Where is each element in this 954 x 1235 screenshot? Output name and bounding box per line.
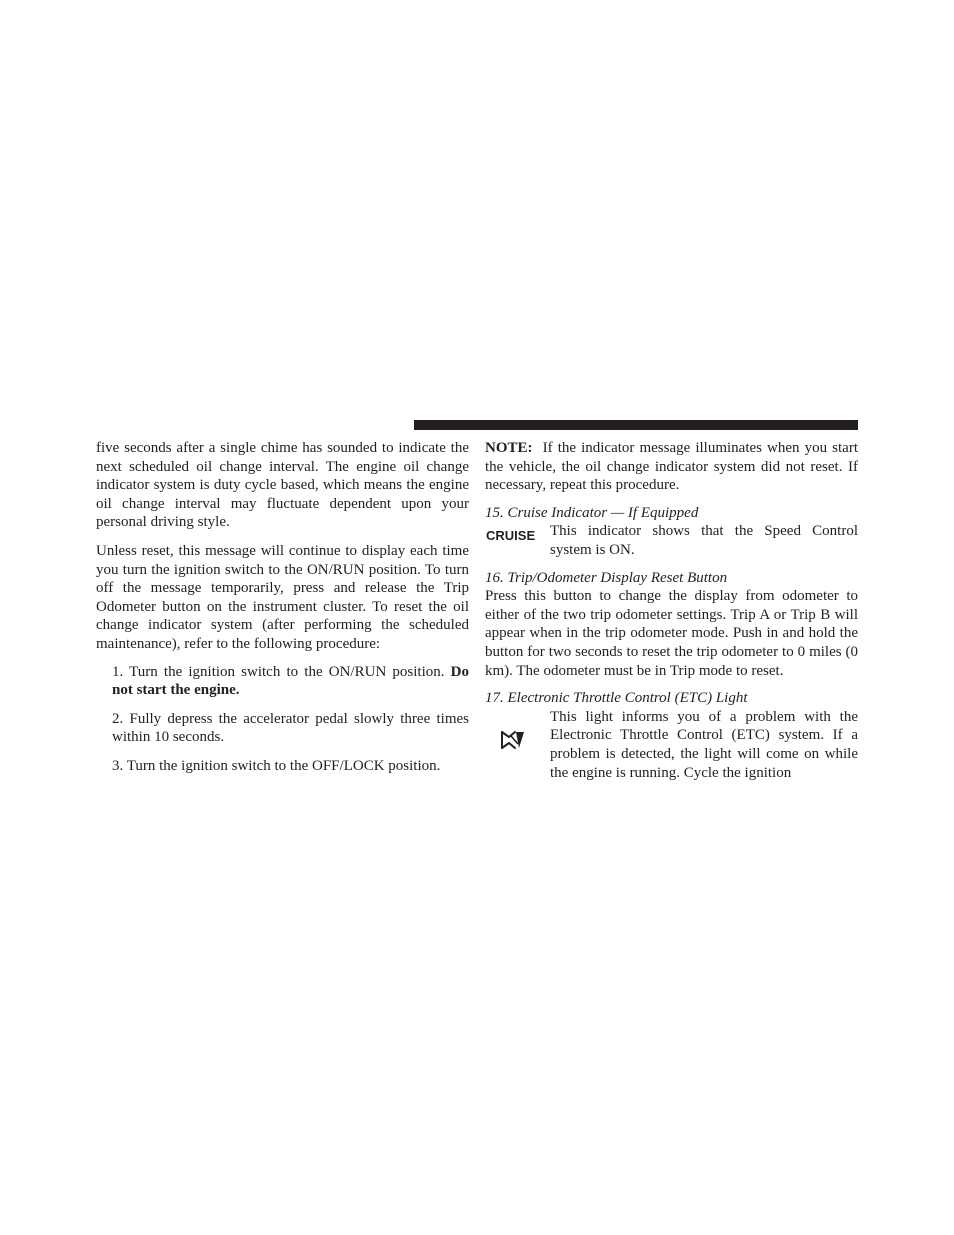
trip-odometer-description: Press this button to change the display from odometer to either of the two trip odometer settings. Trip A or Trip B will appear when in the trip odometer mode. Push in and hold the button for two seconds to reset the trip odometer to 0 miles (0 km). The odometer must be in Trip mode to reset. (485, 588, 858, 679)
cruise-indicator-icon: CRUISE (486, 528, 536, 544)
note-paragraph (485, 439, 858, 495)
right-column (485, 439, 858, 782)
note-label: NOTE: (485, 440, 533, 456)
paragraph-oil-change-interval: five seconds after a single chime has sounded to indicate the next scheduled oil change interval. The engine oil change indicator system is duty cycle based, which means the engine oil change interval may fluctuate dependent upon your personal driving style. (96, 440, 469, 531)
section-heading-trip-odometer: 16. Trip/Odometer Display Reset Button (485, 569, 728, 586)
procedure-step-3: 3. Turn the ignition switch to the OFF/LOCK position. (112, 757, 441, 774)
etc-light-row (485, 708, 858, 782)
throttle-warning-icon (500, 729, 526, 751)
procedure-step-1 (96, 663, 469, 700)
cruise-indicator-row (485, 522, 858, 559)
left-column (96, 439, 469, 776)
procedure-step-1-text: 1. Turn the ignition switch to the ON/RUN position. (112, 663, 445, 680)
note-text: If the indicator message illuminates when you start the vehicle, the oil change indicator system did not reset. If necessary, repeat this procedure. (485, 440, 858, 494)
section-heading-cruise: 15. Cruise Indicator — If Equipped (485, 504, 699, 521)
section-heading-etc: 17. Electronic Throttle Control (ETC) Light (485, 690, 748, 707)
procedure-step-2: 2. Fully depress the accelerator pedal slowly three times within 10 seconds. (112, 710, 469, 746)
header-bar (414, 420, 858, 430)
cruise-description: This indicator shows that the Speed Control system is ON. (550, 523, 858, 558)
procedure-step-1-warning: Do not start the engine. (112, 663, 470, 699)
paragraph-reset-intro: Unless reset, this message will continue to display each time you turn the ignition switch to the ON/RUN position. To turn off the message temporarily, press and release the Trip Odometer button on the instrument cluster. To reset the oil change indicator system (after performing the scheduled maintenance), refer to the following procedure: (96, 542, 469, 652)
etc-description: This light informs you of a problem with the Electronic Throttle Control (ETC) system. If a problem is detected, the light will come on while the engine is running. Cycle the ignition (550, 708, 858, 781)
